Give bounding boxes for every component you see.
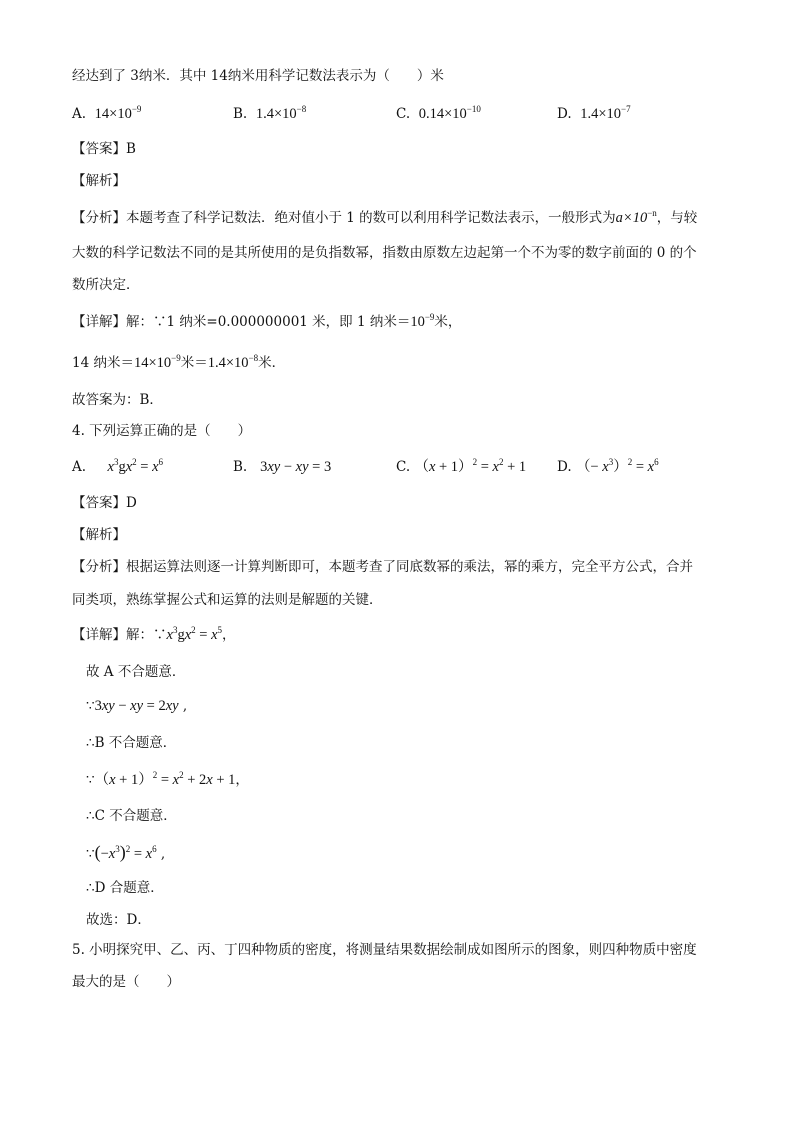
q5-stem-line-1: 5. 小明探究甲、乙、丙、丁四种物质的密度，将测量结果数据绘制成如图所示的图象，则四种物质中密度 [72,942,697,958]
q4-option-a-expr: $x^3gx^2 = x^6$ [107,457,164,475]
q3-option-d-letter: D. [557,106,572,122]
q4-option-a-letter: A. [72,459,87,475]
q4-therefore-b: ∴B 不合题意． [86,735,177,751]
q3-option-b-value: $1.4\times 10^{-8}$ [255,104,307,122]
answer-tag: 【答案】 [72,495,126,511]
q4-option-a [72,457,163,477]
xiangjie-text: 米． [258,355,286,371]
xiangjie-formula: $10^{-9}$ [410,312,435,330]
q4-therefore-c: ∴C 不合题意． [86,808,177,824]
q4-fenxi-line-1 [72,557,693,577]
answer-tag: 【答案】 [72,141,126,157]
q3-fenxi-line-2: 大数的科学记数法不同的是其所使用的是负指数幂，指数由原数左边起第一个不为零的数字前面的 0 的个 [72,245,697,261]
q3-option-a-value: $14\times 10^{-9}$ [94,104,142,122]
q4-step-c-expr: ∵（x + $1)^2 = x^2 + 2x + 1$， [86,770,249,788]
xiangjie-expr-d: $(-x^3)^2 = x^6$ [94,842,157,862]
q5-stem-line-2: 最大的是（ ） [72,974,180,990]
xiangjie-formula-2: $1.4\times 10^{-8}$ [207,353,259,371]
fenxi-text: 本题考查了科学记数法．绝对值小于 1 的数可以利用科学记数法表示，一般形式为 [126,210,616,226]
xiangjie-expr-c: $(x + 1)^2 = x^2 + 2x + 1$ [94,770,236,788]
q4-option-d-expr: （− $x^3)^2 = x^6$ [575,457,659,475]
q4-option-b-expr: 3xy − xy = 3 [260,459,332,475]
q4-therefore-d: ∴D 合题意． [86,880,164,896]
xiangjie-formula-1: $14\times 10^{-9}$ [133,353,181,371]
q4-fenxi-line-2: 同类项，熟练掌握公式和运算的法则是解题的关键． [72,592,383,608]
q3-stem: 经达到了 3纳米．其中 14纳米用科学记数法表示为（ ）米 [72,68,444,84]
q4-step-b-expr: ∵3xy − xy = 2xy , [86,698,188,714]
xiangjie-tag: 【详解】 [72,314,126,330]
q3-fenxi-line-1 [72,208,697,228]
q3-xiangjie-line-2 [72,353,285,373]
fenxi-text-tail: ，与较 [656,210,698,226]
fenxi-tag: 【分析】 [72,210,126,226]
xiangjie-expr-b: 3xy − xy = 2xy [94,698,179,714]
fenxi-tag: 【分析】 [72,559,126,575]
fenxi-text: 根据运算法则逐一计算判断即可，本题考查了同底数幂的乘法，幂的乘方，完全平方公式，合并 [126,559,693,575]
q3-option-b [233,104,306,124]
q4-option-d [557,457,659,477]
q4-option-b [233,457,331,477]
q4-option-b-letter: B. [233,459,248,475]
answer-value: D [126,495,137,511]
q3-fenxi-line-3: 数所决定． [72,277,140,293]
q3-option-a-letter: A. [72,106,87,122]
q4-option-c [396,457,526,477]
q4-jiexi: 【解析】 [72,527,126,543]
q3-option-c-letter: C. [396,106,411,122]
q4-stem: 4. 下列运算正确的是（ ） [72,423,252,439]
q3-option-a [72,104,141,124]
q3-option-d-value: $1.4\times 10^{-7}$ [580,104,631,122]
q4-answer [72,493,137,513]
q3-jiexi: 【解析】 [72,173,126,189]
q4-step-d-expr: $\because(-x^3)^2 = x^6$ , [86,842,166,862]
answer-value: B [126,141,136,157]
fenxi-formula: $a\times 10^{-n}$ [615,208,657,226]
xiangjie-tag: 【详解】 [72,627,126,643]
q3-option-c [396,104,481,124]
q3-option-b-letter: B. [233,106,248,122]
q4-conclusion: 故选：D． [86,912,151,928]
q4-option-c-letter: C. [396,459,411,475]
q3-xiangjie-line-1 [72,312,461,332]
q3-conclusion: 故答案为：B． [72,392,163,408]
q3-answer [72,139,136,159]
q4-step-a: 故 A 不合题意． [86,664,186,680]
xiangjie-text-tail: 米， [434,314,462,330]
xiangjie-text: 解：∵1 纳米=0.000000001 米，即 1 纳米＝ [126,314,411,330]
xiangjie-expr-a: $x^3gx^2 = x^5$ [166,625,222,643]
q3-option-c-value: $0.14\times 10^{-10}$ [418,104,481,122]
xiangjie-text: 解：∵ [126,627,167,643]
q4-xiangjie-line-1: 【详解】解：$\because x^3gx^2 = x^5$， [72,625,236,643]
xiangjie-text: 14 纳米＝ [72,355,134,371]
q4-option-d-letter: D. [557,459,572,475]
xiangjie-text: 米＝ [180,355,208,371]
q4-option-c-expr: $(x + 1)^2 = x^2 + 1$ [414,457,527,475]
q3-option-d [557,104,631,124]
